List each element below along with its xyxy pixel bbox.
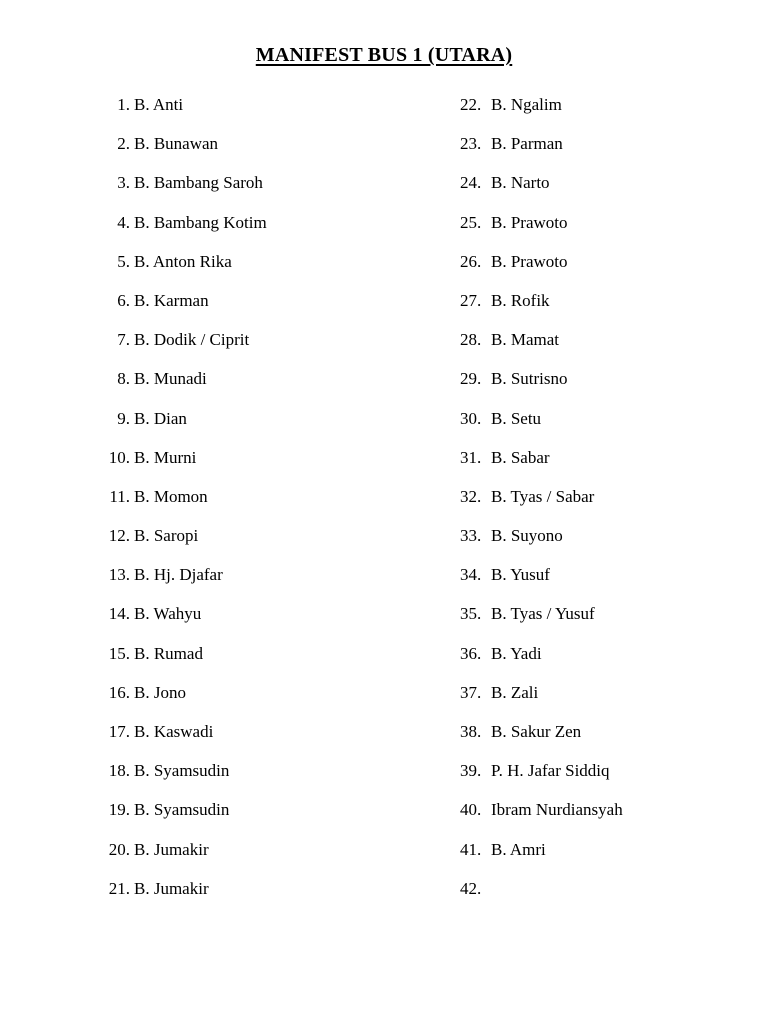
passenger-entry [103, 523, 403, 562]
passenger-entry [103, 641, 403, 680]
entry-number: 18. [108, 761, 130, 781]
passenger-entry [103, 131, 403, 170]
entry-number: 13. [108, 565, 130, 585]
passenger-name: B. Dodik / Ciprit [134, 330, 250, 350]
passenger-name [487, 876, 491, 915]
passenger-entry [460, 327, 760, 366]
passenger-name: B. Sakur Zen [491, 722, 582, 741]
entry-number: 42. [460, 878, 482, 898]
passenger-entry [103, 876, 403, 915]
entry-number: 30. [460, 408, 482, 428]
entry-number: 35. [460, 604, 482, 624]
passenger-name: B. Narto [491, 173, 550, 193]
passenger-name: B. Bambang Kotim [134, 212, 267, 232]
passenger-entry [460, 837, 760, 876]
entry-number: 33. [460, 526, 482, 546]
entry-number: 9. [117, 408, 130, 428]
passenger-name: Ibram Nurdiansyah [491, 800, 623, 820]
entry-number: 23. [460, 134, 482, 154]
entry-number: 26. [460, 251, 482, 271]
passenger-name: B. Parman [491, 134, 563, 154]
document-title [0, 44, 768, 67]
passenger-name: B. Anton Rika [134, 251, 232, 271]
passenger-entry [460, 601, 760, 640]
entry-number: 7. [117, 330, 130, 350]
entry-number: 39. [460, 761, 482, 781]
entry-number: 41. [460, 839, 482, 859]
entry-number: 1. [117, 95, 130, 114]
passenger-entry [103, 170, 403, 209]
passenger-entry [103, 680, 403, 719]
entry-number: 20. [108, 839, 130, 859]
passenger-name: B. Syamsudin [134, 800, 230, 820]
passenger-name: B. Sabar [491, 447, 550, 467]
passenger-entry [460, 876, 760, 915]
passenger-entry [460, 445, 760, 484]
passenger-entry [460, 366, 760, 405]
passenger-name: B. Anti [134, 95, 184, 114]
entry-number: 2. [117, 134, 130, 154]
entry-number: 32. [460, 486, 482, 506]
passenger-list-left [103, 92, 403, 915]
passenger-name: B. Yusuf [491, 565, 550, 585]
passenger-entry [103, 797, 403, 836]
passenger-entry [460, 641, 760, 680]
passenger-entry [103, 366, 403, 405]
passenger-entry [103, 837, 403, 876]
passenger-name: B. Zali [491, 682, 539, 702]
passenger-name: B. Sutrisno [491, 369, 568, 389]
passenger-entry [460, 484, 760, 523]
entry-number: 10. [108, 447, 130, 467]
passenger-entry [460, 797, 760, 836]
entry-number: 29. [460, 369, 482, 389]
passenger-entry [460, 92, 760, 131]
passenger-entry [460, 406, 760, 445]
passenger-name: B. Jumakir [134, 839, 209, 859]
passenger-name: B. Momon [134, 486, 208, 506]
passenger-name: B. Bunawan [134, 134, 219, 154]
entry-number: 14. [108, 604, 130, 624]
passenger-entry [103, 249, 403, 288]
passenger-entry [460, 523, 760, 562]
passenger-name: B. Syamsudin [134, 761, 230, 781]
passenger-name: B. Tyas / Sabar [491, 486, 595, 506]
passenger-entry [460, 131, 760, 170]
passenger-entry [103, 484, 403, 523]
passenger-entry [103, 758, 403, 797]
passenger-list-right [460, 92, 760, 915]
passenger-entry [103, 210, 403, 249]
passenger-entry [103, 406, 403, 445]
entry-number: 5. [117, 251, 130, 271]
entry-number: 31. [460, 447, 482, 467]
entry-number: 27. [460, 290, 482, 310]
passenger-name: B. Kaswadi [134, 722, 214, 741]
passenger-name: P. H. Jafar Siddiq [491, 761, 610, 781]
passenger-entry [460, 170, 760, 209]
passenger-name: B. Suyono [491, 526, 563, 546]
passenger-name: B. Wahyu [134, 604, 202, 624]
passenger-name: B. Rofik [491, 290, 550, 310]
passenger-entry [103, 288, 403, 327]
entry-number: 25. [460, 212, 482, 232]
entry-number: 21. [108, 878, 130, 898]
entry-number: 8. [117, 369, 130, 389]
entry-number: 12. [108, 526, 130, 546]
entry-number: 40. [460, 800, 482, 820]
passenger-entry [460, 719, 760, 758]
passenger-name: B. Tyas / Yusuf [491, 604, 595, 624]
entry-number: 3. [117, 173, 130, 193]
passenger-entry [103, 445, 403, 484]
entry-number: 24. [460, 173, 482, 193]
passenger-name: B. Yadi [491, 643, 542, 663]
entry-number: 15. [108, 643, 130, 663]
passenger-name: B. Hj. Djafar [134, 565, 223, 585]
passenger-entry [460, 249, 760, 288]
passenger-entry [103, 601, 403, 640]
passenger-name: B. Murni [134, 447, 197, 467]
entry-number: 22. [460, 95, 482, 114]
passenger-entry [460, 210, 760, 249]
entry-number: 38. [460, 722, 482, 741]
passenger-entry [103, 92, 403, 131]
entry-number: 4. [117, 212, 130, 232]
entry-number: 16. [108, 682, 130, 702]
passenger-entry [103, 327, 403, 366]
passenger-name: B. Jono [134, 682, 186, 702]
passenger-name: B. Munadi [134, 369, 207, 389]
passenger-name: B. Saropi [134, 526, 199, 546]
passenger-entry [103, 562, 403, 601]
passenger-name: B. Ngalim [491, 95, 562, 114]
passenger-name: B. Mamat [491, 330, 559, 350]
passenger-name: B. Bambang Saroh [134, 173, 263, 193]
passenger-name: B. Prawoto [491, 212, 568, 232]
title-text: MANIFEST BUS 1 (UTARA) [255, 44, 513, 66]
passenger-entry [103, 719, 403, 758]
entry-number: 19. [108, 800, 130, 820]
passenger-entry [460, 680, 760, 719]
entry-number: 34. [460, 565, 482, 585]
passenger-name: B. Amri [491, 839, 546, 859]
passenger-entry [460, 562, 760, 601]
passenger-name: B. Prawoto [491, 251, 568, 271]
passenger-entry [460, 758, 760, 797]
entry-number: 37. [460, 682, 482, 702]
passenger-name: B. Karman [134, 290, 209, 310]
passenger-name: B. Dian [134, 408, 187, 428]
entry-number: 36. [460, 643, 482, 663]
passenger-name: B. Setu [491, 408, 542, 428]
entry-number: 11. [109, 486, 130, 506]
entry-number: 17. [108, 722, 130, 741]
entry-number: 6. [117, 290, 130, 310]
passenger-entry [460, 288, 760, 327]
passenger-name: B. Rumad [134, 643, 203, 663]
entry-number: 28. [460, 330, 482, 350]
passenger-name: B. Jumakir [134, 878, 209, 898]
